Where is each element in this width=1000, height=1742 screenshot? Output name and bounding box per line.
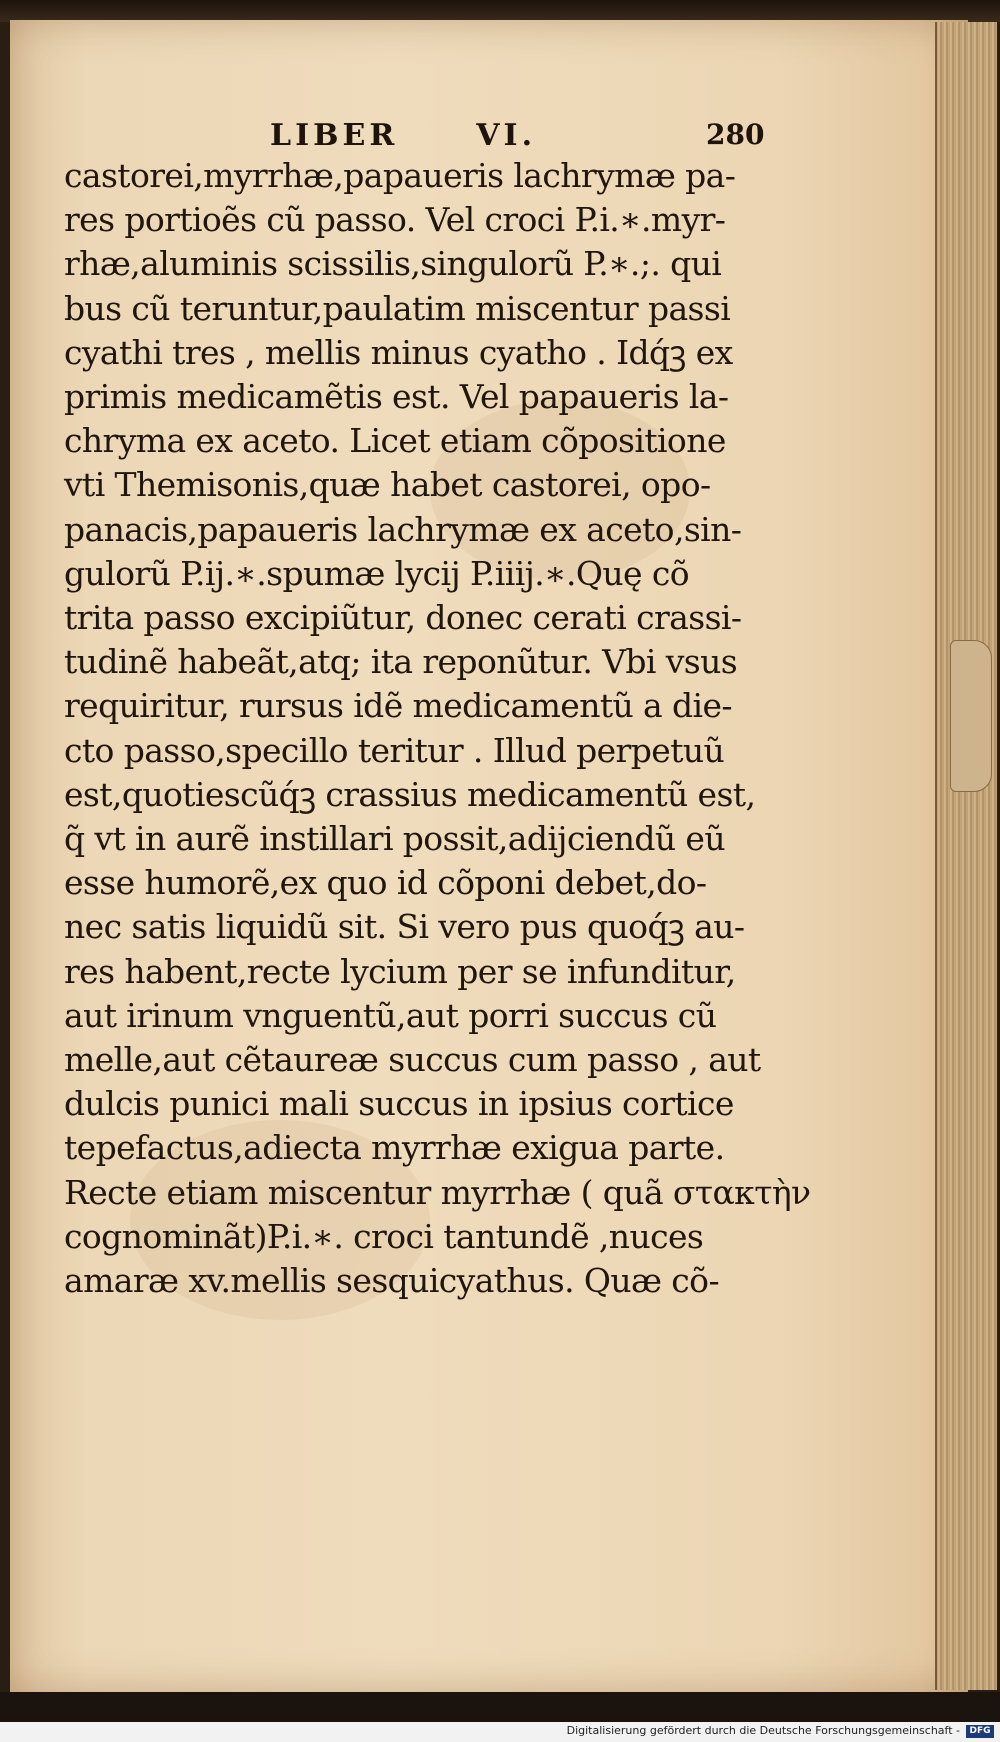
- running-head-left: LIBER: [270, 118, 399, 153]
- text-line: q̃ vt in aurẽ instillari possit,adijciendũ eũ: [64, 819, 726, 859]
- text-line: res portioẽs cũ passo. Vel croci P.i.∗.myr-: [64, 200, 726, 240]
- running-head: [270, 118, 536, 153]
- text-line: vti Themisonis,quæ habet castorei, opo-: [64, 465, 711, 505]
- text-line: est,quotiescũq́ꝫ crassius medicamentũ est,: [64, 774, 756, 814]
- text-line: gulorũ P.ij.∗.spumæ lycij P.iiij.∗.Quę cõ: [64, 553, 689, 593]
- text-block: [64, 154, 811, 1303]
- text-line: esse humorẽ,ex quo id cõponi debet,do-: [64, 863, 707, 903]
- text-line: cyathi tres , mellis minus cyatho . Idq́ꝫ ex: [64, 332, 733, 372]
- text-line: panacis,papaueris lachrymæ ex aceto,sin-: [64, 509, 742, 549]
- text-line: res habent,recte lycium per se infunditur,: [64, 951, 736, 991]
- running-head-right: VI.: [476, 118, 537, 153]
- text-line: requiritur, rursus idẽ medicamentũ a die-: [64, 686, 732, 726]
- text-line: rhæ,aluminis scissilis,singulorũ P.∗.;. qui: [64, 244, 722, 284]
- scan-bottom-edge: [0, 1692, 1000, 1722]
- text-line: trita passo excipiũtur, donec cerati crassi-: [64, 598, 742, 638]
- text-line: dulcis punici mali succus in ipsius cortice: [64, 1084, 734, 1124]
- text-line: amaræ xv.mellis sesquicyathus. Quæ cõ-: [64, 1261, 719, 1301]
- text-line: tudinẽ habeãt,atq; ita reponũtur. Vbi vsus: [64, 642, 738, 682]
- digitization-credit: Digitalisierung gefördert durch die Deutsche Forschungsgemeinschaft -: [566, 1724, 960, 1737]
- text-line: chryma ex aceto. Licet etiam cõpositione: [64, 421, 726, 461]
- page-tab-marker: [950, 640, 992, 792]
- folio-number: 280: [706, 118, 765, 151]
- scan-top-edge: [0, 0, 1000, 22]
- text-line: castorei,myrrhæ,papaueris lachrymæ pa-: [64, 156, 736, 195]
- page-block-edges: [935, 22, 997, 1690]
- text-line: nec satis liquidũ sit. Si vero pus quoq́ꝫ au-: [64, 907, 745, 947]
- dfg-logo: DFG: [966, 1725, 994, 1738]
- text-line: cto passo,specillo teritur . Illud perpetuũ: [64, 730, 725, 770]
- text-line: primis medicamẽtis est. Vel papaueris la-: [64, 377, 729, 417]
- text-line: bus cũ teruntur,paulatim miscentur passi: [64, 288, 731, 328]
- text-line: aut irinum vnguentũ,aut porri succus cũ: [64, 995, 717, 1035]
- text-line: melle,aut cẽtaureæ succus cum passo , aut: [64, 1040, 761, 1080]
- text-line: tepefactus,adiecta myrrhæ exigua parte.: [64, 1128, 725, 1168]
- text-line: cognominãt)P.i.∗. croci tantundẽ ,nuces: [64, 1216, 704, 1256]
- text-line: Recte etiam miscentur myrrhæ ( quã στακτὴν: [64, 1172, 811, 1212]
